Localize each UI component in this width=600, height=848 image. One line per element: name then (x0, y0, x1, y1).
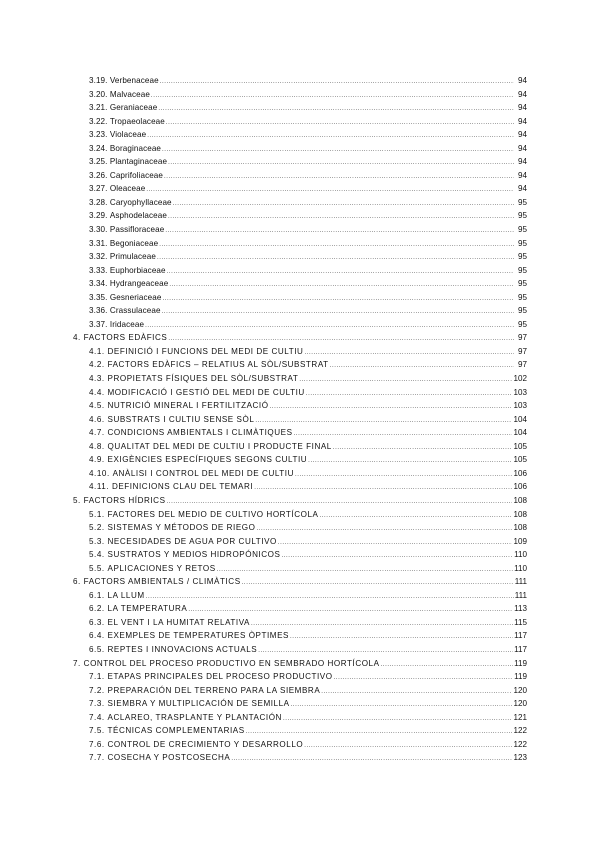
toc-entry[interactable] (0, 413, 527, 427)
toc-page-number: 94 (517, 157, 527, 167)
toc-entry-number: 7. (73, 658, 81, 668)
toc-entry-number: 3.27. (89, 184, 108, 194)
toc-entry[interactable] (0, 616, 527, 630)
toc-entry-title: Passifloraceae (109, 225, 165, 235)
toc-entry-number: 7.7. (89, 753, 105, 763)
toc-entry[interactable] (0, 74, 527, 88)
toc-entry[interactable] (0, 304, 527, 318)
toc-entry-title: DEFINICIÓ I FUNCIONS DEL MEDI DE CULTIU (107, 346, 304, 356)
toc-entry[interactable] (0, 277, 527, 291)
toc-page-number: 122 (513, 739, 527, 749)
toc-entry[interactable] (0, 602, 527, 616)
toc-page-number: 102 (513, 374, 527, 384)
toc-entry-number: 5.2. (89, 523, 105, 533)
toc-entry-title: Oleaceae (109, 184, 146, 194)
toc-entry[interactable] (0, 372, 527, 386)
toc-entry-title: LA TEMPERATURA (107, 604, 188, 614)
toc-entry-number: 6.1. (89, 590, 105, 600)
toc-page-number: 104 (513, 414, 527, 424)
toc-page-number: 110 (514, 550, 527, 560)
toc-entry[interactable] (0, 521, 527, 535)
toc-entry-title: PREPARACIÓN DEL TERRENO PARA LA SIEMBRA (107, 685, 321, 695)
toc-entry-title: SISTEMAS Y MÉTODOS DE RIEGO (107, 523, 256, 533)
toc-page-number: 120 (513, 699, 527, 709)
toc-entry-title: QUALITAT DEL MEDI DE CULTIU I PRODUCTE FINAL (107, 441, 332, 451)
toc-entry-number: 3.22. (89, 116, 108, 126)
toc-entry[interactable] (0, 453, 527, 467)
toc-entry-title: ANÀLISI I CONTROL DEL MEDI DE CULTIU (112, 468, 294, 478)
toc-page-number: 108 (513, 523, 527, 533)
toc-entry-title: FACTORES DEL MEDIO DE CULTIVO HORTÍCOLA (107, 509, 319, 519)
toc-entry-title: Caryophyllaceae (109, 197, 172, 207)
toc-entry[interactable] (0, 115, 527, 129)
toc-entry-title: CONTROL DEL PROCESO PRODUCTIVO EN SEMBRADO HORTÍCOLA (83, 658, 380, 668)
toc-entry-title: PROPIETATS FÍSIQUES DEL SÒL/SUBSTRAT (107, 374, 299, 384)
toc-entry-number: 3.21. (89, 103, 108, 113)
toc-entry-number: 7.5. (89, 726, 105, 736)
toc-entry[interactable] (0, 88, 527, 102)
toc-page-number: 95 (517, 225, 527, 235)
toc-page-number: 115 (514, 617, 527, 627)
toc-entry-title: SUBSTRATS I CULTIU SENSE SÒL (107, 414, 255, 424)
toc-entry[interactable] (0, 291, 527, 305)
toc-page-number: 94 (517, 76, 527, 85)
toc-entry[interactable] (0, 237, 527, 251)
toc-entry-title: Gesneriaceae (109, 292, 162, 302)
toc-entry-title: MODIFICACIÓ I GESTIÓ DEL MEDI DE CULTIU (107, 387, 305, 397)
toc-entry[interactable] (0, 345, 527, 359)
toc-entry-number: 3.33. (89, 265, 108, 275)
toc-page-number: 94 (517, 143, 527, 153)
toc-page-number: 103 (513, 387, 527, 397)
toc-entry[interactable] (0, 331, 527, 345)
toc-entry[interactable] (0, 223, 527, 237)
toc-entry-number: 4.3. (89, 374, 105, 384)
toc-entry-number: 5.1. (89, 509, 105, 519)
toc-page-number: 95 (517, 306, 527, 316)
toc-page-number: 94 (517, 170, 527, 180)
toc-entry-title: REPTES I INNOVACIONS ACTUALS (107, 644, 258, 654)
toc-entry-number: 7.2. (89, 685, 105, 695)
toc-entry[interactable] (0, 169, 527, 183)
toc-entry-number: 4.7. (89, 428, 105, 438)
toc-entry-title: Euphorbiaceae (109, 265, 166, 275)
toc-entry-number: 3.23. (89, 130, 108, 140)
toc-entry-number: 4.6. (89, 414, 105, 424)
toc-page-number: 95 (517, 319, 527, 329)
toc-entry-number: 3.29. (89, 211, 108, 221)
toc-entry-title: APLICACIONES Y RETOS (107, 563, 216, 573)
toc-entry-title: CONDICIONS AMBIENTALS I CLIMÀTIQUES (107, 428, 293, 438)
toc-entry-title: TÉCNICAS COMPLEMENTARIAS (107, 726, 245, 736)
toc-page-number: 117 (514, 644, 527, 654)
toc-entry-number: 3.35. (89, 292, 108, 302)
toc-entry[interactable] (0, 209, 527, 223)
toc-entry-title: EXIGÈNCIES ESPECÍFIQUES SEGONS CULTIU (107, 455, 308, 465)
toc-page-number: 94 (517, 130, 527, 140)
toc-entry-title: SUSTRATOS Y MEDIOS HIDROPÓNICOS (107, 550, 281, 560)
toc-entry[interactable] (0, 508, 527, 522)
toc-entry[interactable] (0, 751, 527, 765)
toc-entry-number: 6.5. (89, 644, 105, 654)
toc-entry[interactable] (0, 386, 527, 400)
toc-entry-number: 6.3. (89, 617, 105, 627)
toc-entry-number: 3.26. (89, 170, 108, 180)
toc-entry-number: 3.30. (89, 225, 108, 235)
toc-entry-title: Verbenaceae (109, 76, 159, 85)
toc-entry-number: 3.37. (89, 319, 108, 329)
toc-entry[interactable] (0, 724, 527, 738)
toc-entry[interactable] (0, 426, 527, 440)
toc-entry-number: 3.20. (89, 89, 108, 99)
toc-entry[interactable] (0, 738, 527, 752)
toc-entry[interactable] (0, 657, 527, 671)
toc-entry-title: Geraniaceae (109, 103, 158, 113)
toc-entry-number: 3.32. (89, 252, 108, 262)
toc-entry-title: NUTRICIÓ MINERAL I FERTILITZACIÓ (107, 401, 269, 411)
toc-page-number: 94 (517, 89, 527, 99)
toc-page-number: 108 (513, 495, 527, 505)
toc-entry-title: Boraginaceae (109, 143, 162, 153)
dot-leader (231, 751, 512, 767)
toc-entry-title: FACTORS AMBIENTALS / CLIMÀTICS (83, 577, 241, 587)
toc-entry[interactable] (0, 629, 527, 643)
toc-page-number: 113 (514, 604, 527, 614)
toc-entry-title: Hydrangeaceae (109, 279, 169, 289)
toc-entry-number: 4.9. (89, 455, 105, 465)
toc-entry-number: 5. (73, 495, 81, 505)
toc-entry-title: FACTORS EDÀFICS (83, 333, 168, 343)
toc-entry-number: 3.24. (89, 143, 108, 153)
toc-entry-title: Iridaceae (109, 319, 145, 329)
toc-page-number: 97 (517, 360, 527, 370)
toc-entry-title: EL VENT I LA HUMITAT RELATIVA (107, 617, 250, 627)
toc-entry[interactable] (0, 101, 527, 115)
toc-entry-title: CONTROL DE CRECIMIENTO Y DESARROLLO (107, 739, 304, 749)
toc-entry-number: 6. (73, 577, 81, 587)
toc-entry[interactable] (0, 697, 527, 711)
toc-entry[interactable] (0, 182, 527, 196)
toc-entry[interactable] (0, 589, 527, 603)
toc-page-number: 94 (517, 184, 527, 194)
toc-entry-number: 3.25. (89, 157, 108, 167)
toc-page-number: 120 (513, 685, 527, 695)
toc-entry-number: 4.2. (89, 360, 105, 370)
toc-entry[interactable] (0, 480, 527, 494)
toc-entry[interactable] (0, 142, 527, 156)
toc-page-number: 119 (514, 672, 527, 682)
toc-entry-title: LA LLUM (107, 590, 145, 600)
toc-entry-title: EXEMPLES DE TEMPERATURES ÒPTIMES (107, 631, 289, 641)
toc-entry-number: 5.5. (89, 563, 105, 573)
toc-entry-number: 5.4. (89, 550, 105, 560)
toc-entry[interactable] (0, 670, 527, 684)
toc-page-number: 95 (517, 211, 527, 221)
toc-entry-title: NECESIDADES DE AGUA POR CULTIVO (107, 536, 277, 546)
toc-entry-title: Tropaeolaceae (109, 116, 165, 126)
toc-entry-number: 7.4. (89, 712, 105, 722)
toc-entry[interactable] (0, 494, 527, 508)
toc-entry-number: 5.3. (89, 536, 105, 546)
toc-entry[interactable] (0, 196, 527, 210)
toc-entry[interactable] (0, 535, 527, 549)
toc-page-number: 104 (513, 428, 527, 438)
toc-entry-number: 6.2. (89, 604, 105, 614)
toc-entry[interactable] (0, 643, 527, 657)
toc-entry-number: 4.5. (89, 401, 105, 411)
toc-entry-title: SIEMBRA Y MULTIPLICACIÓN DE SEMILLA (107, 699, 290, 709)
toc-page-number: 111 (514, 577, 527, 587)
toc-page-number: 103 (513, 401, 527, 411)
toc-entry-title: COSECHA Y POSTCOSECHA (107, 753, 231, 763)
table-of-contents (0, 74, 600, 765)
toc-entry-number: 7.3. (89, 699, 105, 709)
toc-entry-number: 4.10. (89, 468, 110, 478)
toc-page-number: 111 (514, 590, 527, 600)
toc-page-number: 105 (513, 441, 527, 451)
toc-page-number: 95 (517, 238, 527, 248)
toc-entry-number: 4. (73, 333, 81, 343)
toc-entry-title: FACTORS EDÀFICS – RELATIUS AL SÒL/SUBSTRAT (107, 360, 329, 370)
toc-page-number: 97 (517, 333, 527, 343)
toc-entry[interactable] (0, 358, 527, 372)
toc-page-number: 97 (517, 346, 527, 356)
toc-entry-title: ACLAREO, TRASPLANTE Y PLANTACIÓN (107, 712, 282, 722)
toc-page-number: 106 (513, 482, 527, 492)
toc-page-number: 105 (513, 455, 527, 465)
toc-entry-title: Violaceae (109, 130, 147, 140)
toc-page-number: 121 (513, 712, 527, 722)
toc-entry[interactable] (0, 155, 527, 169)
toc-entry[interactable] (0, 548, 527, 562)
toc-entry-number: 4.11. (89, 482, 110, 492)
toc-entry-number: 6.4. (89, 631, 105, 641)
toc-entry-title: ETAPAS PRINCIPALES DEL PROCESO PRODUCTIVO (107, 672, 333, 682)
toc-entry-title: DEFINICIONS CLAU DEL TEMARI (111, 482, 254, 492)
toc-entry-title: Primulaceae (109, 252, 156, 262)
toc-page-number: 122 (513, 726, 527, 736)
toc-page-number: 109 (513, 536, 527, 546)
toc-entry[interactable] (0, 562, 527, 576)
toc-page-number: 95 (517, 197, 527, 207)
toc-page-number: 95 (517, 265, 527, 275)
toc-entry-number: 4.8. (89, 441, 105, 451)
toc-entry-number: 7.6. (89, 739, 105, 749)
toc-entry-title: Begoniaceae (109, 238, 159, 248)
toc-entry-number: 3.19. (89, 76, 108, 85)
toc-entry-number: 7.1. (89, 672, 105, 682)
toc-entry-title: Caprifoliaceae (109, 170, 164, 180)
toc-page-number: 94 (517, 116, 527, 126)
toc-entry[interactable] (0, 399, 527, 413)
toc-page-number: 108 (513, 509, 527, 519)
toc-page-number: 119 (514, 658, 527, 668)
toc-page-number: 95 (517, 292, 527, 302)
toc-entry[interactable] (0, 684, 527, 698)
toc-entry[interactable] (0, 711, 527, 725)
toc-entry[interactable] (0, 575, 527, 589)
toc-page-number: 95 (517, 252, 527, 262)
toc-entry-number: 3.34. (89, 279, 108, 289)
toc-page-number: 117 (514, 631, 527, 641)
toc-page-number: 94 (517, 103, 527, 113)
toc-page-number: 106 (513, 468, 527, 478)
toc-page-number: 110 (514, 563, 527, 573)
toc-entry-number: 3.31. (89, 238, 108, 248)
toc-entry-number: 4.1. (89, 346, 105, 356)
toc-entry[interactable] (0, 440, 527, 454)
toc-entry-title: FACTORS HÍDRICS (83, 495, 166, 505)
toc-entry-title: Crassulaceae (109, 306, 161, 316)
toc-page-number: 123 (513, 753, 527, 763)
toc-entry-number: 3.28. (89, 197, 108, 207)
toc-entry[interactable] (0, 318, 527, 332)
toc-entry-title: Asphodelaceae (109, 211, 167, 221)
toc-entry-title: Plantaginaceae (109, 157, 168, 167)
toc-entry[interactable] (0, 264, 527, 278)
toc-entry[interactable] (0, 250, 527, 264)
toc-entry-number: 3.36. (89, 306, 108, 316)
toc-page-number: 95 (517, 279, 527, 289)
toc-entry-title: Malvaceae (109, 89, 150, 99)
toc-entry-number: 4.4. (89, 387, 105, 397)
toc-entry[interactable] (0, 128, 527, 142)
toc-entry[interactable] (0, 467, 527, 481)
